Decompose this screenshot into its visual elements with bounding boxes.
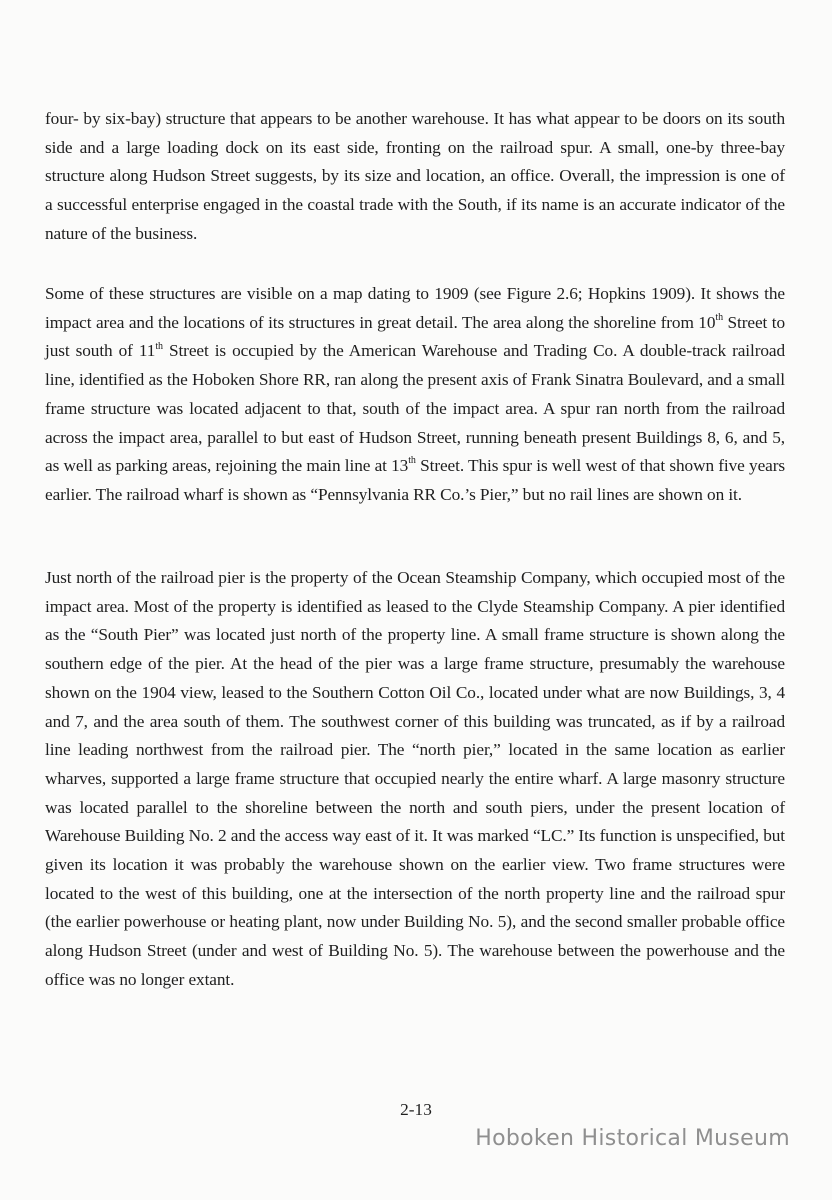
paragraph-2-text-b: Street to just south of 11	[45, 312, 785, 361]
ordinal-superscript: th	[155, 340, 163, 352]
paragraph-2-text-d: Street. This spur is well west of that shown five years earlier. The railroad wharf is shown as “Pennsylvania RR Co.’s Pier,” but no rail lines are shown on it.	[45, 456, 785, 504]
body-paragraph-1: four- by six-bay) structure that appears to be another warehouse. It has what appear to be doors on its south side and a large loading dock on its east side, fronting on the railroad spur. A small, one-by three-bay structure along Hudson Street suggests, by its size and location, an office. Overall, the impression is one of a successful enterprise engaged in the coastal trade with the South, if its name is an accurate indicator of the nature of the business.	[45, 109, 785, 243]
paragraph-2-text-c: Street is occupied by the American Warehouse and Trading Co. A double-track railroad line, identified as the Hoboken Shore RR, ran along the present axis of Frank Sinatra Boulevard, and a small frame structure was located adjacent to that, south of the impact area. A spur ran north from the railroad across the impact area, parallel to but east of Hudson Street, running beneath present Buildings 8, 6, and 5, as well as parking areas, rejoining the main line at 13	[45, 341, 785, 476]
ordinal-superscript: th	[715, 311, 723, 323]
ordinal-superscript: th	[408, 455, 416, 467]
body-paragraph-3: Just north of the railroad pier is the property of the Ocean Steamship Company, which occupied most of the impact area. Most of the property is identified as leased to the Clyde Steamship Company. A pier identified as the “South Pier” was located just north of the property line. A small frame structure is shown along the southern edge of the pier. At the head of the pier was a large frame structure, presumably the warehouse shown on the 1904 view, leased to the Southern Cotton Oil Co., located under what are now Buildings, 3, 4 and 7, and the area south of them. The southwest corner of this building was truncated, as if by a railroad line leading northwest from the railroad pier. The “north pier,” located in the same location as earlier wharves, supported a large frame structure that occupied nearly the entire wharf. A large masonry structure was located parallel to the shoreline between the north and south piers, under the present location of Warehouse Building No. 2 and the access way east of it. It was marked “LC.” Its function is unspecified, but given its location it was probably the warehouse shown on the earlier view. Two frame structures were located to the west of this building, one at the intersection of the north property line and the railroad spur (the earlier powerhouse or heating plant, now under Building No. 5), and the second smaller probable office along Hudson Street (under and west of Building No. 5). The warehouse between the powerhouse and the office was no longer extant.	[45, 568, 785, 989]
paragraph-2-text-a: Some of these structures are visible on a map dating to 1909 (see Figure 2.6; Hopkins 1909). It shows the impact area and the locations of its structures in great detail. The area along the shoreline from 10	[45, 284, 785, 332]
museum-watermark: Hoboken Historical Museum	[475, 1126, 790, 1151]
page-number: 2-13	[400, 1100, 432, 1119]
body-paragraph-2	[45, 280, 785, 510]
